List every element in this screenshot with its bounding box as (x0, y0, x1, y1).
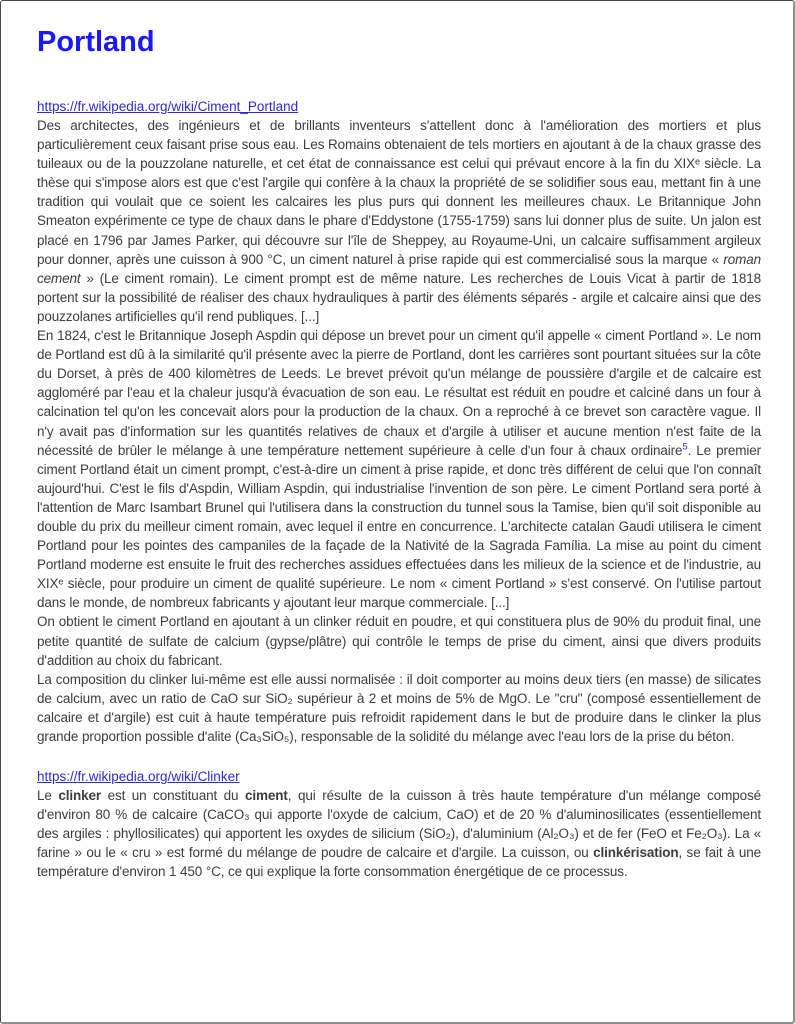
section-ciment-portland (37, 97, 761, 746)
paragraph-composition-2 (37, 670, 761, 746)
page-title: Portland (37, 26, 155, 58)
text-run: clinker (58, 788, 102, 804)
link-ciment-portland[interactable]: https://fr.wikipedia.org/wiki/Ciment_Portland (37, 99, 299, 114)
paragraph-history-2 (37, 326, 761, 612)
text-run: Le (37, 788, 59, 804)
paragraph-clinker (37, 786, 761, 881)
link-clinker[interactable]: https://fr.wikipedia.org/wiki/Clinker (37, 769, 240, 785)
section-clinker (37, 767, 761, 881)
paragraph-composition-1 (37, 612, 761, 669)
text-run: , se fait à une température d'environ 1 450 °C, ce qui explique la forte consommation énergétique de ce processus. (37, 845, 761, 880)
text-run: est un constituant du (101, 788, 245, 804)
text-run: . Le premier ciment Portland était un ciment prompt, c'est-à-dire un ciment à prise rapide, et donc très différent de celui que l'on connaît aujourd'hui. C'est le fils d'Aspdin, William Aspdin, qui industrialise l'invention de son père. Le ciment Portland sera porté à l'attention de Marc Isambart Brunel qui l'utilisera dans la construction du tunnel sous la Tamise, bien qu'il soit disponible au double du prix du meilleur ciment romain, avec lequel il entre en concurrence. L'architecte catalan Gaudi utilisera le ciment Portland pour les pointes des campaniles de la façade de la Nativité de la Sagrada Família. La mise au point du ciment Portland moderne est ensuite le fruit des recherches assidues effectuées dans les milieux de la science et de l'industrie, au XIXᵉ siècle, pour produire un ciment de qualité supérieure. Le nom « ciment Portland » s'est conservé. On l'utilise partout dans le monde, de nombreux fabricants y ajoutant leur marque commerciale. [...] (37, 442, 761, 611)
text-run: On obtient le ciment Portland en ajoutant à un clinker réduit en poudre, et qui constituera plus de 90% du produit final, une petite quantité de sulfate de calcium (gypse/plâtre) qui contrôle le temps de prise du ciment, ainsi que divers produits d'addition au choix du fabricant. (37, 614, 761, 668)
text-run: ciment (245, 788, 288, 804)
text-run: Des architectes, des ingénieurs et de brillants inventeurs s'attellent donc à l'amélioration des mortiers et plus particulièrement ceux faisant prise sous eau. Les Romains obtenaient de tels mortiers en ajoutant à de la chaux grasse des tuileaux ou de la pouzzolane naturelle, et cet état de connaissance est celui qui prévaut encore à la fin du XIXᵉ siècle. La thèse qui s'impose alors est que c'est l'argile qui confère à la chaux la propriété de se solidifier sous eau, mettant fin à une tradition qui voulait que ce soient les calcaires les plus purs qui donnent les meilleures chaux. Le Britannique John Smeaton expérimente ce type de chaux dans le phare d'Eddystone (1755-1759) sans lui donner plus de suite. Un jalon est placé en 1796 par James Parker, qui découvre sur l'île de Sheppey, au Royaume-Uni, un calcaire suffisamment argileux pour donner, après une cuisson à 900 °C, un ciment naturel à prise rapide qui est commercialisé sous la marque « (37, 118, 761, 267)
text-run: » (Le ciment romain). Le ciment prompt est de même nature. Les recherches de Louis Vicat à partir de 1818 portent sur la possibilité de réaliser des chaux hydrauliques à partir des éléments séparés - argile et calcaire ainsi que des pouzzolanes artificielles qu'il rend publiques. [...] (37, 270, 761, 324)
paragraph-history-1 (37, 116, 761, 326)
text-run: 5 (682, 441, 688, 453)
text-run: roman cement (37, 251, 761, 286)
text-run: clinkérisation (593, 845, 679, 861)
text-run: , qui résulte de la cuisson à très haute température d'un mélange composé d'environ 80 % de calcaire (CaCO₃ qui apporte l'oxyde de calcium, CaO) et de 20 % d'aluminosilicates (essentiellement des argiles : phyllosilicates) qui apportent les oxydes de silicium (SiO₂), d'aluminium (Al₂O₃) et de fer (FeO et Fe₂O₃). La « farine » ou le « cru » est formé du mélange de poudre de calcaire et d'argile. La cuisson, ou (37, 788, 761, 861)
text-run: La composition du clinker lui-même est elle aussi normalisée : il doit comporter au moins deux tiers (en masse) de silicates de calcium, avec un ratio de CaO sur SiO₂ supérieur à 2 et moins de 5% de MgO. Le "cru" (composé essentiellement de calcaire et d'argile) est cuit à haute température puis refroidit rapidement dans le but de produire dans le clinker la plus grande proportion possible d'alite (Ca₃SiO₅), responsable de la solidité du mélange avec l'eau lors de la prise du béton. (37, 671, 761, 744)
text-run: En 1824, c'est le Britannique Joseph Aspdin qui dépose un brevet pour un ciment qu'il appelle « ciment Portland ». Le nom de Portland est dû à la similarité qu'il présente avec la pierre de Portland, dont les carrières sont pourtant situées sur la côte du Dorset, à près de 400 kilomètres de Leeds. Le brevet prévoit qu'un mélange de poussière d'argile et de calcaire est aggloméré par l'eau et la chaleur jusqu'à évacuation de son eau. Le résultat est réduit en poudre et calciné dans un four à calcination tel qu'on les concevait alors pour la production de la chaux. On a reproché à ce brevet son caractère vague. Il n'y avait pas d'information sur les quantités relatives de chaux et d'argile à utiliser et aucune mention n'est faite de la nécessité de brûler le mélange à une température nettement supérieure à celle d'un four à chaux ordinaire (37, 328, 761, 458)
